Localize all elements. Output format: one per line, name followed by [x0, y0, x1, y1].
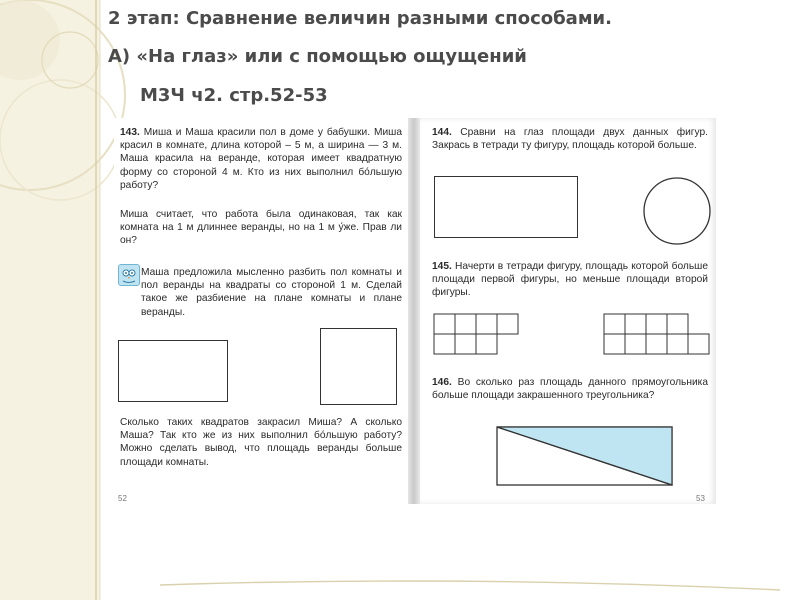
- slide-title-line1: 2 этап: Сравнение величин разными способами.: [108, 8, 612, 29]
- task-145-text: [432, 260, 708, 300]
- task-145-number: 145.: [432, 261, 452, 272]
- veranda-plan-square: [320, 328, 397, 405]
- task-145-grid-figure-2: [604, 314, 714, 358]
- task-143-text: [120, 126, 402, 192]
- task-145-grid-figure-1: [434, 314, 524, 358]
- slide-title-line3: М3Ч ч2. стр.52-53: [140, 85, 328, 106]
- page-number-right: 53: [696, 494, 705, 503]
- textbook-page-right: [420, 118, 716, 504]
- task-143-number: 143.: [120, 127, 140, 138]
- task-146-number: 146.: [432, 377, 452, 388]
- task-144-body: Сравни на глаз площади двух данных фигур. Закрась в тетради ту фигуру, площадь которой больше.: [432, 127, 708, 152]
- slide-title-line2: А) «На глаз» или с помощью ощущений: [108, 46, 527, 67]
- textbook-page-left: [114, 118, 408, 504]
- owl-hint-icon: [118, 264, 140, 286]
- task-143-question: Сколько таких квадратов закрасил Миша? А сколько Маша? Так кто же из них выполнил бо́льшую работу? Можно сделать вывод, что площадь веранды больше площади комнаты.: [120, 417, 402, 468]
- task-143-hint: Маша предложила мысленно разбить пол комнаты и пол веранды на квадраты со стороной 1 м. Сделай такое же разбиение на плане комнаты и плане веранды.: [141, 267, 402, 318]
- task-145-body: Начерти в тетради фигуру, площадь которой больше площади первой фигуры, но меньше площади второй фигуры.: [432, 261, 708, 299]
- page-number-left: 52: [118, 494, 127, 503]
- task-144-circle: [642, 176, 712, 246]
- task-146-text: [432, 376, 708, 402]
- task-144-number: 144.: [432, 127, 452, 138]
- book-gutter: [408, 118, 420, 504]
- task-144-text: [432, 126, 708, 152]
- task-146-body: Во сколько раз площадь данного прямоугольника больше площади закрашенного треугольника?: [432, 377, 708, 402]
- task-144-rectangle: [434, 176, 578, 238]
- task-143-misha-claim: Миша считает, что работа была одинаковая, так как комната на 1 м длиннее веранды, но на 1 м у́же. Прав ли он?: [120, 209, 402, 247]
- task-146-rectangle-with-triangle: [496, 426, 676, 490]
- room-plan-rectangle: [118, 340, 228, 402]
- task-143-body: Миша и Маша красили пол в доме у бабушки. Миша красил в комнате, длина которой – 5 м, а ширина — 3 м. Маша красила на веранде, которая имеет квадратную форму со стороной 4 м. Кто из них выполнил бо́льшую работу?: [120, 127, 402, 191]
